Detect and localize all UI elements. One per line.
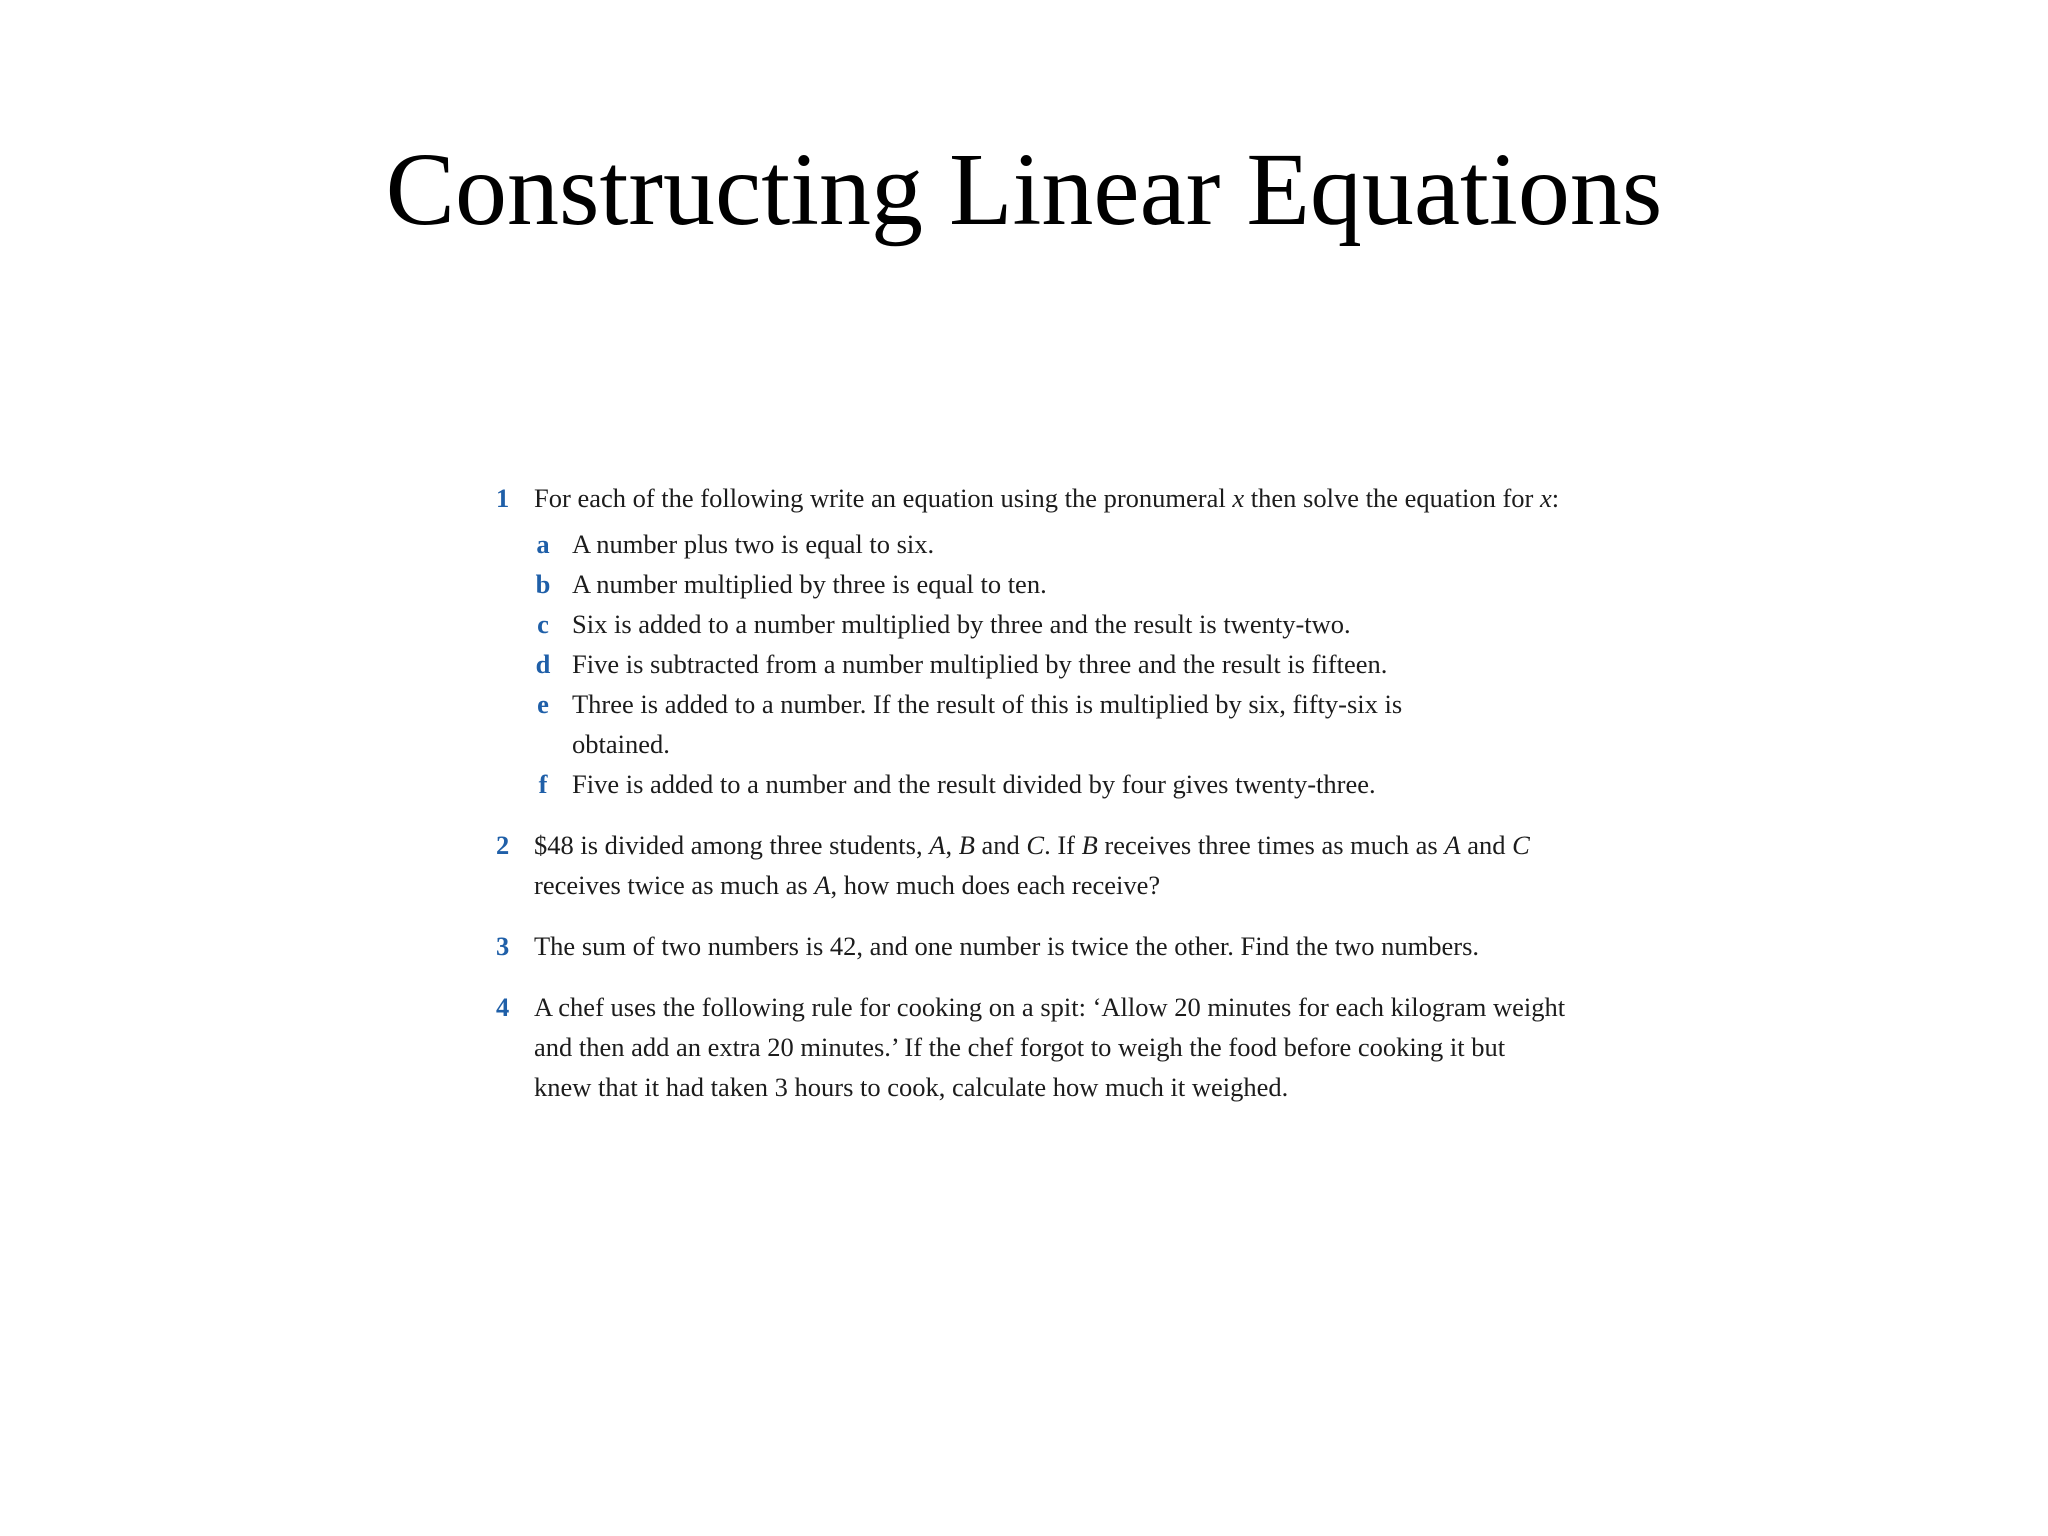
sub-question-list (534, 524, 1568, 804)
question-1 (488, 478, 1568, 804)
pronumeral-x: x (1232, 483, 1245, 513)
sub-question-c (534, 604, 1568, 644)
sub-question-a (534, 524, 1568, 564)
question-text: For each of the following write an equation using the pronumeral x then solve the equation for x: (534, 483, 1560, 513)
question-4 (488, 987, 1568, 1107)
exercise-block (488, 478, 1568, 1107)
sub-question-text: Five is added to a number and the result divided by four gives twenty-three. (572, 769, 1376, 799)
sub-question-d (534, 644, 1568, 684)
slide-title: Constructing Linear Equations (385, 132, 1663, 247)
sub-question-letter: d (535, 649, 551, 679)
sub-question-e (534, 684, 1568, 764)
question-text: The sum of two numbers is 42, and one number is twice the other. Find the two numbers. (534, 931, 1480, 961)
sub-question-text: Six is added to a number multiplied by three and the result is twenty-two. (572, 609, 1351, 639)
sub-question-letter: c (537, 609, 549, 639)
question-2 (488, 825, 1568, 905)
question-3 (488, 926, 1568, 966)
sub-question-letter: b (535, 569, 551, 599)
sub-question-letter: e (537, 689, 549, 719)
sub-question-letter: a (536, 529, 550, 559)
question-number: 1 (496, 483, 510, 513)
question-text: $48 is divided among three students, A, B and C. If B receives three times as much as A and C receives twice as much as A, how much does each receive? (534, 830, 1530, 900)
sub-question-letter: f (538, 769, 548, 799)
sub-question-text: A number multiplied by three is equal to ten. (572, 569, 1047, 599)
sub-question-text: A number plus two is equal to six. (572, 529, 935, 559)
question-number: 4 (496, 992, 510, 1022)
question-number: 3 (496, 931, 510, 961)
pronumeral-x: x (1540, 483, 1552, 513)
sub-question-text: Three is added to a number. If the result of this is multiplied by six, fifty-six is obtained. (572, 689, 1403, 759)
sub-question-b (534, 564, 1568, 604)
question-text: A chef uses the following rule for cooking on a spit: ‘Allow 20 minutes for each kilogram weight and then add an extra 20 minutes.’ If the chef forgot to weigh the food before cooking it but knew that it had taken 3 hours to cook, calculate how much it weighed. (534, 992, 1566, 1102)
question-number: 2 (496, 830, 510, 860)
sub-question-f (534, 764, 1568, 804)
sub-question-text: Five is subtracted from a number multiplied by three and the result is fifteen. (572, 649, 1388, 679)
